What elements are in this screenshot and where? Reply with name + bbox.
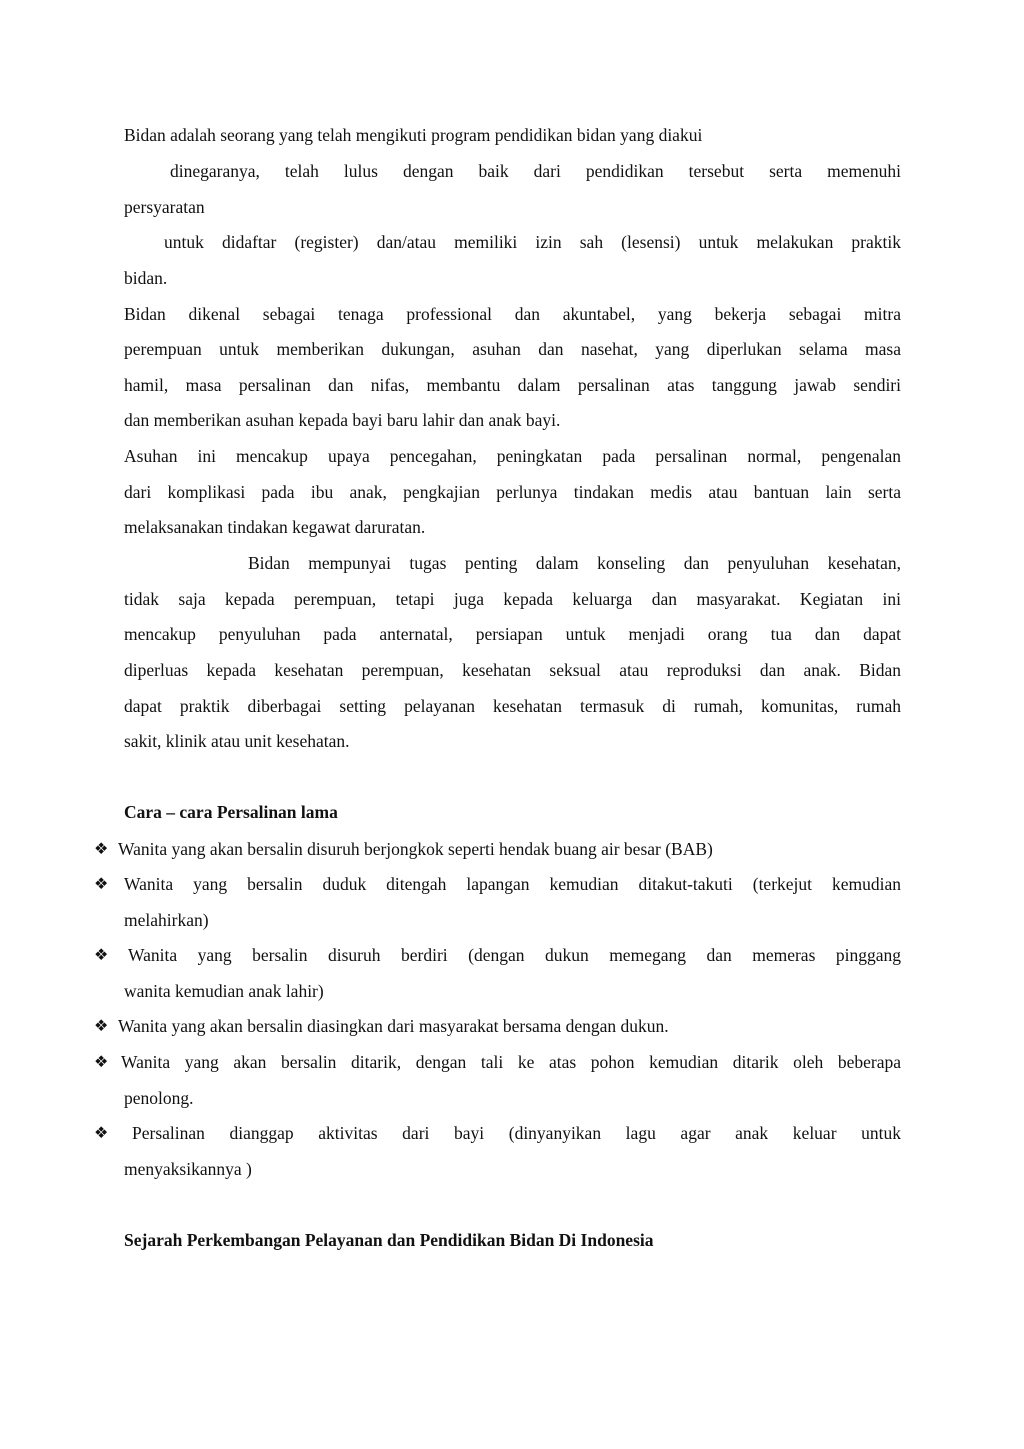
paragraph-line: Asuhan ini mencakup upaya pencegahan, peningkatan pada persalinan normal, pengenalan <box>124 446 901 466</box>
paragraph-line: perempuan untuk memberikan dukungan, asuhan dan nasehat, yang diperlukan selama masa <box>124 339 901 359</box>
paragraph-line: hamil, masa persalinan dan nifas, membantu dalam persalinan atas tanggung jawab sendiri <box>124 375 901 395</box>
list-item: Wanita yang akan bersalin disuruh berjongkok seperti hendak buang air besar (BAB) <box>118 839 713 859</box>
diamond-bullet-icon: ❖ <box>94 1052 109 1071</box>
diamond-bullet-icon: ❖ <box>94 1016 109 1035</box>
list-item: Wanita yang akan bersalin ditarik, dengan tali ke atas pohon kemudian ditarik oleh beberapa <box>121 1052 901 1072</box>
paragraph-line: bidan. <box>124 268 168 288</box>
section-heading: Sejarah Perkembangan Pelayanan dan Pendidikan Bidan Di Indonesia <box>124 1230 654 1250</box>
list-item: Wanita yang bersalin duduk ditengah lapangan kemudian ditakut-takuti (terkejut kemudian <box>124 874 901 894</box>
list-item-continuation: melahirkan) <box>124 910 209 930</box>
paragraph-line: dapat praktik diberbagai setting pelayanan kesehatan termasuk di rumah, komunitas, rumah <box>124 696 901 716</box>
paragraph-line: untuk didaftar (register) dan/atau memiliki izin sah (lesensi) untuk melakukan praktik <box>164 232 901 252</box>
paragraph-line: Bidan mempunyai tugas penting dalam konseling dan penyuluhan kesehatan, <box>248 553 901 573</box>
diamond-bullet-icon: ❖ <box>94 874 109 893</box>
diamond-bullet-icon: ❖ <box>94 945 109 964</box>
paragraph-line: Bidan adalah seorang yang telah mengikuti program pendidikan bidan yang diakui <box>124 125 703 145</box>
list-item-continuation: wanita kemudian anak lahir) <box>124 981 324 1001</box>
list-item: Wanita yang bersalin disuruh berdiri (dengan dukun memegang dan memeras pinggang <box>128 945 901 965</box>
list-item: Wanita yang akan bersalin diasingkan dari masyarakat bersama dengan dukun. <box>118 1016 669 1036</box>
list-item: Persalinan dianggap aktivitas dari bayi (dinyanyikan lagu agar anak keluar untuk <box>132 1123 901 1143</box>
paragraph-line: mencakup penyuluhan pada anternatal, persiapan untuk menjadi orang tua dan dapat <box>124 624 901 644</box>
paragraph-line: tidak saja kepada perempuan, tetapi juga kepada keluarga dan masyarakat. Kegiatan ini <box>124 589 901 609</box>
list-item-continuation: menyaksikannya ) <box>124 1159 252 1179</box>
paragraph-line: Bidan dikenal sebagai tenaga professional dan akuntabel, yang bekerja sebagai mitra <box>124 304 901 324</box>
paragraph-line: diperluas kepada kesehatan perempuan, kesehatan seksual atau reproduksi dan anak. Bidan <box>124 660 901 680</box>
paragraph-line: dan memberikan asuhan kepada bayi baru lahir dan anak bayi. <box>124 410 561 430</box>
paragraph-line: persyaratan <box>124 197 205 217</box>
section-heading: Cara – cara Persalinan lama <box>124 802 338 822</box>
diamond-bullet-icon: ❖ <box>94 1123 109 1142</box>
paragraph-line: melaksanakan tindakan kegawat daruratan. <box>124 517 426 537</box>
paragraph-line: dinegaranya, telah lulus dengan baik dari pendidikan tersebut serta memenuhi <box>170 161 901 181</box>
paragraph-line: dari komplikasi pada ibu anak, pengkajian perlunya tindakan medis atau bantuan lain serta <box>124 482 901 502</box>
paragraph-line: sakit, klinik atau unit kesehatan. <box>124 731 350 751</box>
list-item-continuation: penolong. <box>124 1088 194 1108</box>
diamond-bullet-icon: ❖ <box>94 839 109 858</box>
